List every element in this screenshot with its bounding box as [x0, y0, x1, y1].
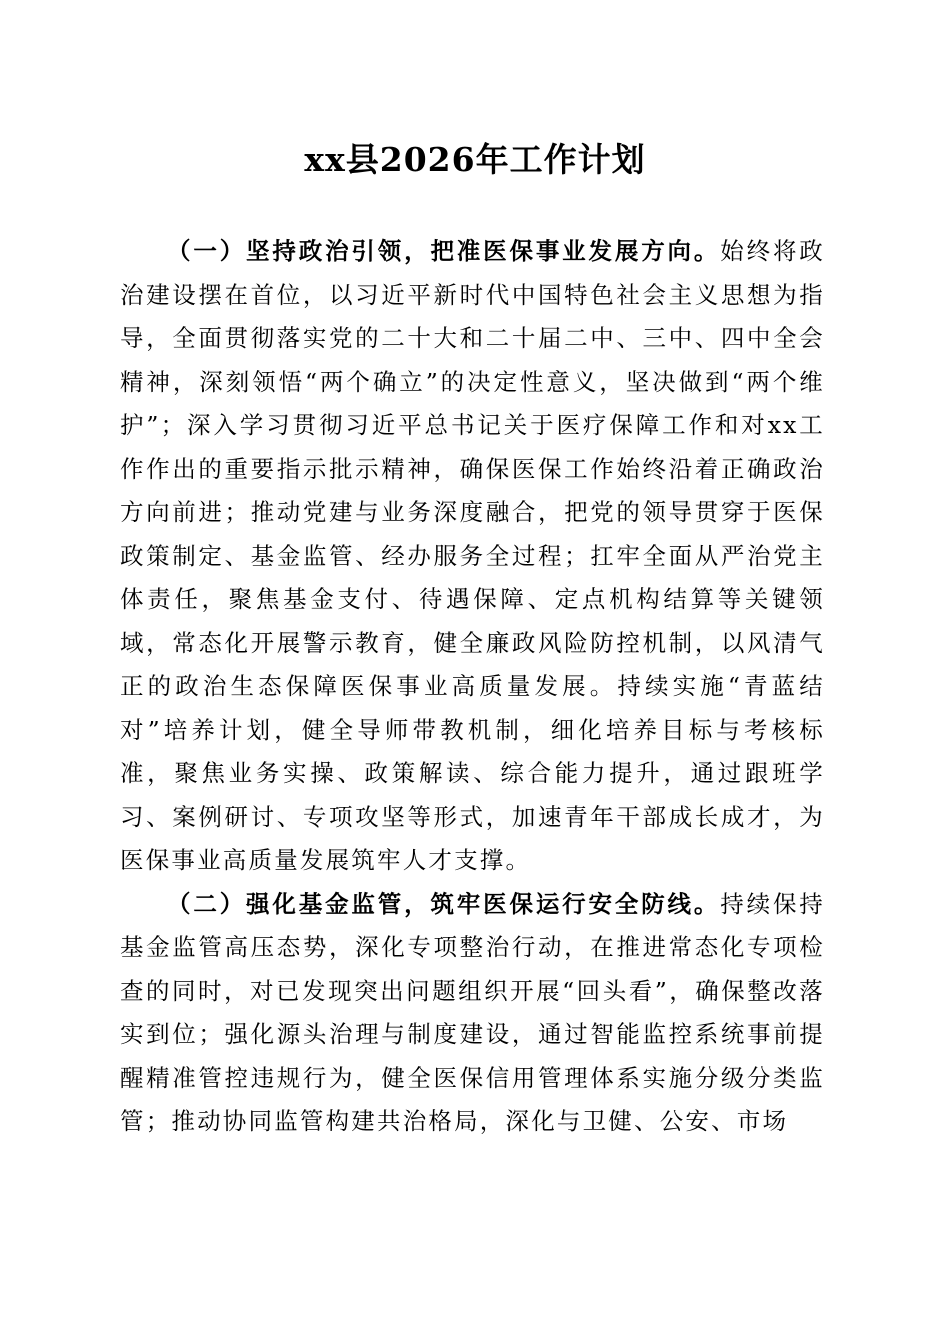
- paragraph-1: [120, 230, 825, 883]
- paragraph-2: [120, 883, 825, 1144]
- paragraph-1-body: 始终将政治建设摆在首位，以习近平新时代中国特色社会主义思想为指导，全面贯彻落实党的二十大和二十届二中、三中、四中全会精神，深刻领悟“两个确立”的决定性意义，坚决做到“两个维护”；深入学习贯彻习近平总书记关于医疗保障工作和对xx工作作出的重要指示批示精神，确保医保工作始终沿着正确政治方向前进；推动党建与业务深度融合，把党的领导贯穿于医保政策制定、基金监管、经办服务全过程；扛牢全面从严治党主体责任，聚焦基金支付、待遇保障、定点机构结算等关键领域，常态化开展警示教育，健全廉政风险防控机制，以风清气正的政治生态保障医保事业高质量发展。持续实施“青蓝结对”培养计划，健全导师带教机制，细化培养目标与考核标准，聚焦业务实操、政策解读、综合能力提升，通过跟班学习、案例研讨、专项攻坚等形式，加速青年干部成长成才，为医保事业高质量发展筑牢人才支撑。: [120, 237, 825, 874]
- document-title: xx县2026年工作计划: [304, 140, 646, 179]
- document-body: [120, 230, 825, 1144]
- paragraph-2-body: 持续保持基金监管高压态势，深化专项整治行动，在推进常态化专项检查的同时，对已发现突出问题组织开展“回头看”，确保整改落实到位；强化源头治理与制度建设，通过智能监控系统事前提醒精准管控违规行为，健全医保信用管理体系实施分级分类监管；推动协同监管构建共治格局，深化与卫健、公安、市场: [120, 889, 825, 1135]
- paragraph-1-lead: （一）坚持政治引领，把准医保事业发展方向。: [167, 237, 721, 265]
- paragraph-2-lead: （二）强化基金监管，筑牢医保运行安全防线。: [167, 889, 721, 918]
